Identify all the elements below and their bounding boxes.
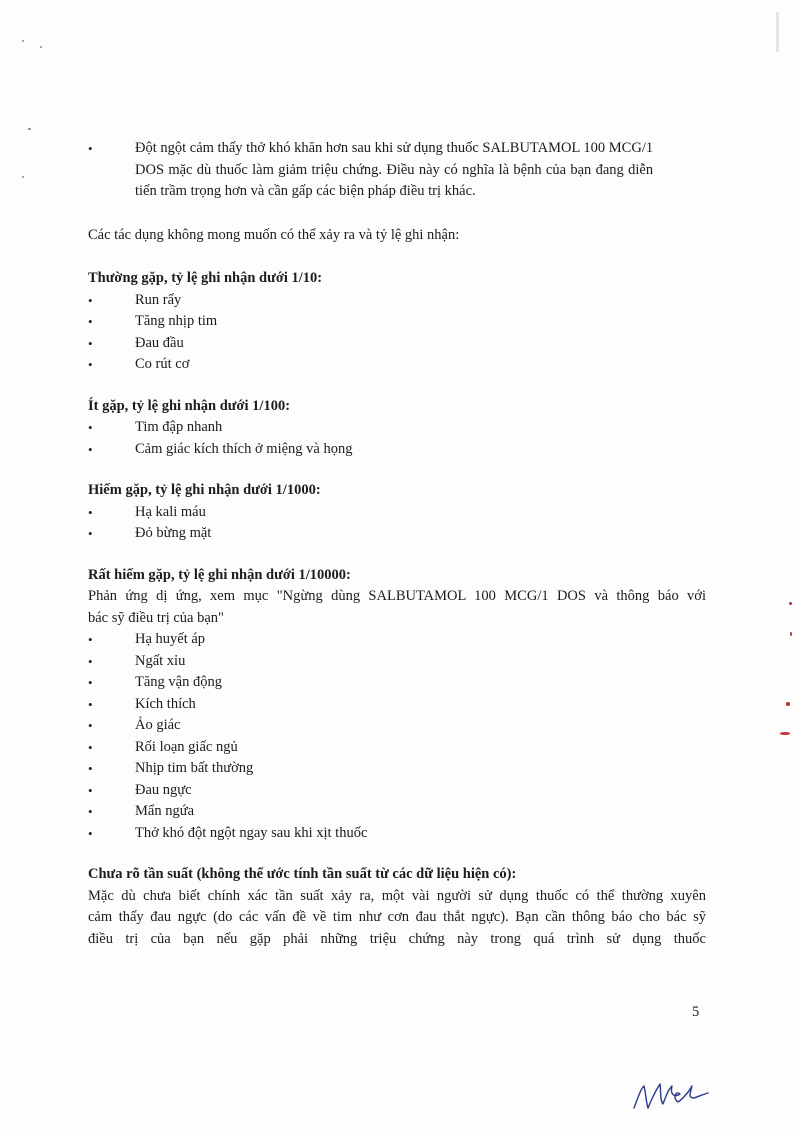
list-item [88, 780, 706, 802]
list-item-label: Run rẩy [135, 291, 182, 308]
list-item-label: Hạ kali máu [135, 503, 206, 520]
list-item [88, 758, 706, 780]
list-item-label: Rối loạn giấc ngủ [135, 738, 238, 755]
list-item-label: Đau ngực [135, 781, 192, 798]
list-item-label: Nhịp tim bất thường [135, 760, 254, 776]
text-line: Đột ngột cảm thấy thở khó khăn hơn sau khi sử dụng thuốc SALBUTAMOL 100 MCG/1 [135, 140, 654, 156]
very-rare-note-line: bác sỹ điều trị của bạn" [88, 609, 224, 626]
section-heading-common: Thường gặp, tỷ lệ ghi nhận dưới 1/10: [88, 270, 323, 286]
list-item-label: Ảo giác [135, 717, 181, 733]
list-item [88, 354, 706, 376]
section-heading-rare: Hiếm gặp, tỷ lệ ghi nhận dưới 1/1000: [88, 482, 321, 498]
list-item [88, 715, 706, 737]
list-item-label: Đỏ bừng mặt [135, 525, 212, 541]
page-number: 5 [692, 1004, 700, 1020]
bullet-dot: • [88, 357, 93, 372]
edge-mark [786, 702, 790, 706]
list-item-label: Cảm giác kích thích ở miệng và họng [135, 440, 353, 457]
section-heading-very-rare: Rất hiếm gặp, tỷ lệ ghi nhận dưới 1/10000: [88, 566, 351, 583]
intro-sentence: Các tác dụng không mong muốn có thể xảy ra và tỷ lệ ghi nhận: [88, 226, 460, 243]
list-item [88, 417, 706, 439]
bullet-dot: • [88, 696, 93, 712]
document-body [88, 138, 706, 950]
very-rare-note-line: Phản ứng dị ứng, xem mục "Ngừng dùng SALBUTAMOL 100 MCG/1 DOS và thông báo với [88, 588, 706, 604]
edge-mark [790, 632, 792, 636]
bullet-dot: • [88, 739, 93, 755]
text-line: điều trị của bạn nếu gặp phải những triệu chứng này trong quá trình sử dụng thuốc [88, 930, 706, 947]
bullet-dot: • [88, 653, 93, 669]
bullet-dot: • [88, 441, 93, 457]
bullet-dot: • [88, 314, 93, 329]
bullet-dot: • [88, 761, 93, 776]
bullet-dot: • [88, 825, 93, 841]
bullet-dot: • [88, 292, 93, 308]
edge-mark [789, 602, 792, 605]
text-line: cảm thấy đau ngực (do các vấn đề về tim như cơn đau thắt ngực). Bạn cần thông báo cho bác sỹ [88, 909, 706, 925]
bullet-dot: • [88, 782, 93, 798]
scan-speck [28, 128, 31, 130]
intro-bullet-text [135, 138, 653, 203]
scan-speck [22, 40, 24, 42]
bullet-dot: • [88, 675, 93, 690]
list-item-label: Co rút cơ [135, 356, 190, 372]
bullet-dot: • [88, 718, 93, 733]
list-item [88, 523, 706, 545]
list-item [88, 737, 706, 759]
text-line: tiến trầm trọng hơn và cần gấp các biện pháp điều trị khác. [135, 183, 476, 199]
list-item [88, 801, 706, 823]
list-item [88, 311, 706, 333]
bullet-dot: • [88, 335, 93, 351]
list-item-label: Tim đập nhanh [135, 419, 223, 435]
list-item [88, 694, 706, 716]
bullet-dot: • [88, 420, 93, 435]
bullet-dot: • [88, 632, 93, 647]
section-heading-uncommon: Ít gặp, tỷ lệ ghi nhận dưới 1/100: [88, 397, 291, 414]
list-item-label: Ngất xỉu [135, 652, 186, 669]
scan-speck [22, 176, 24, 178]
list-item-label: Đau đầu [135, 334, 184, 351]
scan-speck [776, 12, 779, 52]
edge-mark [780, 732, 790, 735]
list-item [88, 651, 706, 673]
bullet-dot: • [88, 504, 93, 520]
bullet-dot: • [88, 804, 93, 819]
list-item-label: Kích thích [135, 695, 196, 712]
list-item-label: Hạ huyết áp [135, 631, 206, 647]
section-heading-unknown: Chưa rõ tần suất (không thể ước tính tần suất từ các dữ liệu hiện có): [88, 866, 517, 882]
list-item [88, 333, 706, 355]
list-item [88, 672, 706, 694]
list-item [88, 502, 706, 524]
list-item [88, 439, 706, 461]
handwritten-signature [630, 1068, 710, 1118]
text-line: DOS mặc dù thuốc làm giảm triệu chứng. Điều này có nghĩa là bệnh của bạn đang diễn [135, 161, 654, 178]
list-item-label: Thở khó đột ngột ngay sau khi xịt thuốc [135, 824, 368, 841]
list-item-label: Mẩn ngứa [135, 803, 194, 819]
scan-speck [40, 46, 42, 48]
list-item [88, 290, 706, 312]
bullet-dot: • [88, 141, 93, 156]
text-line: Mặc dù chưa biết chính xác tần suất xảy ra, một vài người sử dụng thuốc có thể thường xuyên [88, 887, 706, 904]
list-item [88, 629, 706, 651]
bullet-dot: • [88, 526, 93, 541]
list-item [88, 138, 706, 203]
list-item-label: Tăng nhịp tim [135, 313, 218, 329]
list-item [88, 823, 706, 845]
list-item-label: Tăng vận động [135, 674, 222, 690]
